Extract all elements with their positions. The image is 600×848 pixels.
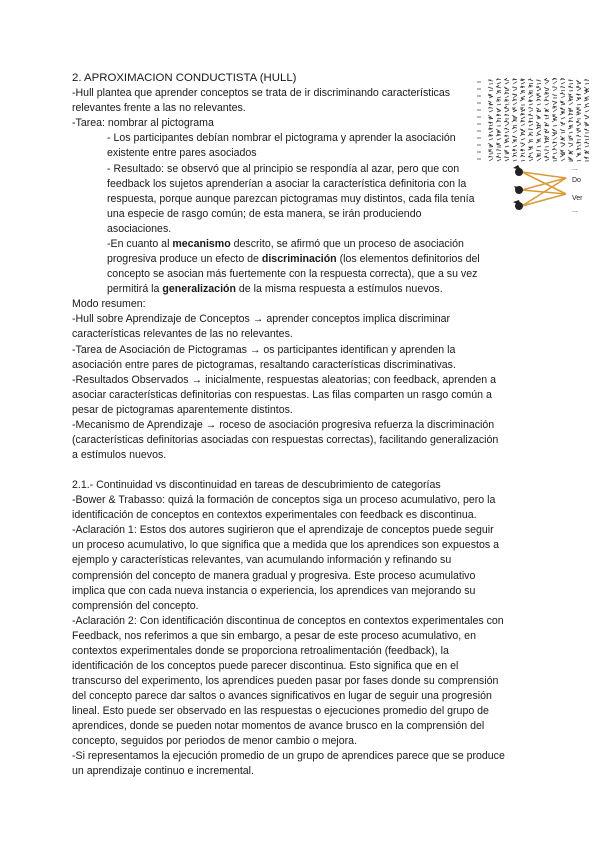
- text-line: comprensión del concepto de manera gradual y progresiva. Este proceso acumulativo: [72, 570, 476, 582]
- pictogram-glyph: [496, 114, 501, 119]
- pictogram-glyph: [528, 147, 533, 154]
- pictogram-glyph: [488, 150, 493, 154]
- pictogram-grid-figure: [476, 78, 594, 164]
- pictogram-glyph: [496, 150, 501, 154]
- pictogram-glyph: [568, 150, 573, 154]
- text-line: transcurso del experimento, los aprendices pueden pasar por fases donde su comprensión: [72, 675, 499, 687]
- pictogram-glyph: [520, 134, 525, 140]
- pictogram-glyph: [544, 99, 549, 105]
- text-line: -Bower & Trabasso: quizá la formación de conceptos siga un proceso acumulativo, pero la: [72, 494, 496, 506]
- pictogram-glyph: [560, 136, 565, 140]
- pictogram-glyph: [504, 99, 509, 105]
- bold-term-discriminacion: discriminación: [261, 253, 337, 265]
- pictogram-glyph: [536, 140, 541, 147]
- pictogram-glyph: [568, 126, 573, 133]
- pictogram-glyph: [528, 92, 533, 98]
- pictogram-glyph: [560, 87, 565, 91]
- text-line: -Tarea de Asociación de Pictogramas → os participantes identifican y aprenden la: [72, 344, 456, 356]
- pictogram-glyph: [536, 80, 541, 84]
- pictogram-glyph: [520, 79, 525, 84]
- pictogram-glyph: [560, 129, 565, 133]
- text-line: comprensión del concepto.: [72, 600, 199, 612]
- pictogram-glyph: [488, 107, 493, 112]
- pictogram-glyph: [568, 157, 573, 161]
- text-line: - Los participantes debían nombrar el pictograma y aprender la asociación: [107, 132, 456, 144]
- pictogram-glyph: [576, 121, 581, 126]
- pictogram-glyph: [528, 141, 533, 147]
- diagram-label: ...: [572, 165, 578, 172]
- pictogram-glyph: [560, 112, 565, 119]
- pictogram-glyph: [504, 114, 509, 119]
- pictogram-glyph: [544, 136, 549, 140]
- pictogram-glyph: [488, 122, 493, 126]
- pictogram-glyph: [552, 157, 557, 161]
- pictogram-glyph: [576, 94, 581, 98]
- pictogram-glyph: [520, 108, 525, 112]
- text-line: concepto se asocian más fuertemente con la respuesta correcta), que a su vez: [107, 268, 478, 280]
- pictogram-glyph: [496, 121, 501, 127]
- pictogram-glyph: [496, 91, 501, 98]
- pictogram-glyph: [520, 120, 525, 126]
- text-line: características relevantes de las no relevantes.: [72, 328, 293, 340]
- diagram-label: Do: [572, 177, 581, 184]
- text-line: - Resultado: se observó que al principio se respondía al azar, pero que con: [107, 163, 460, 175]
- pictogram-glyph: [520, 113, 525, 119]
- pictogram-glyph: [504, 141, 509, 148]
- pictogram-glyph: [576, 135, 581, 140]
- pictogram-glyph: [568, 143, 573, 147]
- pictogram-glyph: [584, 90, 589, 98]
- text-line: asociaciones.: [107, 223, 172, 235]
- pictogram-glyph: [576, 112, 581, 119]
- pictogram-glyph: [544, 78, 549, 84]
- pictogram-glyph: [528, 85, 533, 91]
- text-line: (características definitorias asociadas con respuestas correctas), facilitando generalización: [72, 434, 499, 446]
- text-line: pesar de pictogramas aparentemente distintos.: [72, 404, 293, 416]
- pictogram-glyph: [576, 108, 581, 112]
- pictogram-glyph: [488, 156, 493, 161]
- pictogram-glyph: [536, 99, 541, 105]
- text-line: -Aclaración 1: Estos dos autores sugirieron que el aprendizaje de conceptos puede seguir: [72, 524, 494, 536]
- pictogram-glyph: [504, 93, 509, 99]
- text-line: Feedback, nos referimos a que sin embargo, a pesar de este proceso acumulativo, en: [72, 630, 476, 642]
- pictogram-glyph: [576, 80, 581, 84]
- pictogram-glyph: [552, 78, 557, 84]
- pictogram-glyph: [576, 148, 581, 154]
- pictogram-glyph: [568, 86, 573, 91]
- pictogram-glyph: [488, 80, 493, 84]
- pictogram-glyph: [584, 122, 589, 126]
- pictogram-glyph: [512, 115, 517, 119]
- text-line: identificación de los conceptos puede parecer discontinua. Esto significa que en el: [72, 660, 459, 672]
- diagram-label: Ver: [572, 195, 583, 202]
- pictogram-glyph: [544, 122, 549, 126]
- pictogram-glyph: [528, 108, 533, 112]
- pictogram-glyph: [584, 115, 589, 119]
- pictogram-glyph: [560, 79, 565, 85]
- pictogram-glyph: [584, 136, 589, 140]
- pictogram-glyph: [552, 87, 557, 91]
- pictogram-glyph: [488, 135, 493, 141]
- pictogram-glyph: [560, 101, 565, 105]
- pictogram-glyph: [512, 155, 517, 161]
- text-line: identificación de conceptos en contextos experimentales con feedback es discontinua.: [72, 509, 477, 521]
- pictogram-glyph: [560, 154, 565, 161]
- pictogram-glyph: [520, 98, 525, 105]
- pictogram-glyph: [528, 155, 533, 161]
- pictogram-glyph: [520, 143, 525, 147]
- pictogram-glyph: [536, 150, 541, 154]
- text-line: -Si representamos la ejecución promedio de un grupo de aprendices parece que se produce: [72, 750, 505, 762]
- pictogram-glyph: [536, 127, 541, 133]
- pictogram-glyph: [576, 98, 581, 105]
- pictogram-glyph: [496, 85, 501, 91]
- text-line: Modo resumen:: [72, 298, 146, 310]
- pictogram-glyph: [520, 91, 525, 98]
- pictogram-glyph: [576, 154, 581, 161]
- pictogram-glyph: [568, 80, 573, 84]
- pictogram-glyph: [488, 115, 493, 119]
- pictogram-glyph: [552, 133, 557, 140]
- pictogram-glyph: [584, 106, 589, 112]
- pictogram-glyph: [496, 79, 501, 84]
- pictogram-glyph: [584, 142, 589, 147]
- text-line: feedback los sujetos aprenderían a asociar la característica definitoria con la: [107, 178, 467, 190]
- pictogram-glyph: [512, 136, 517, 140]
- text-line-mechanism: -En cuanto al mecanismo descrito, se afirmó que un proceso de asociación: [107, 238, 464, 250]
- pictogram-glyph: [568, 99, 573, 105]
- pictogram-glyph: [544, 87, 549, 91]
- pictogram-glyph: [560, 93, 565, 98]
- text-line-generalization: permitirá la generalización de la misma respuesta a estímulos nuevos.: [107, 283, 443, 295]
- pictogram-glyph: [568, 114, 573, 119]
- pictogram-glyph: [528, 114, 533, 119]
- pictogram-glyph: [496, 99, 501, 105]
- pictogram-glyph: [512, 120, 517, 126]
- pictogram-glyph: [512, 87, 517, 91]
- pictogram-glyph: [528, 79, 533, 84]
- text-line: una especie de rasgo común; de esta manera, se irán produciendo: [107, 208, 422, 220]
- pictogram-glyph: [568, 136, 573, 140]
- pictogram-glyph: [544, 156, 549, 161]
- pictogram-glyph: [552, 142, 557, 147]
- diagram-label: ...: [572, 207, 578, 214]
- pictogram-glyph: [520, 149, 525, 154]
- pictogram-glyph: [488, 87, 493, 91]
- text-line: -Hull sobre Aprendizaje de Conceptos → aprender conceptos implica discriminar: [72, 313, 451, 325]
- pictogram-glyph: [528, 121, 533, 126]
- pictogram-glyph: [512, 99, 517, 105]
- text-line: contextos experimentales donde se proporciona retroalimentación (feedback), la: [72, 645, 449, 657]
- pictogram-glyph: [560, 122, 565, 126]
- section-title: 2. APROXIMACION CONDUCTISTA (HULL): [72, 72, 297, 84]
- pictogram-glyph: [544, 129, 549, 133]
- pictogram-glyph: [560, 143, 565, 147]
- pictogram-glyph: [528, 129, 533, 133]
- pictogram-glyph: [512, 79, 517, 84]
- pictogram-glyph: [544, 141, 549, 147]
- pictogram-glyph: [576, 86, 581, 91]
- pictogram-glyph: [504, 78, 509, 84]
- pictogram-glyph: [536, 108, 541, 112]
- pictogram-glyph: [536, 122, 541, 126]
- text-line: relevantes frente a las no relevantes.: [72, 102, 246, 114]
- pictogram-glyph: [488, 128, 493, 133]
- pictogram-glyph: [544, 150, 549, 154]
- pictogram-glyph: [520, 129, 525, 133]
- pictogram-glyph: [552, 119, 557, 126]
- subsection-title: 2.1.- Continuidad vs discontinuidad en tareas de descubrimiento de categorías: [72, 479, 441, 491]
- pictogram-glyph: [536, 115, 541, 119]
- pictogram-glyph: [584, 129, 589, 133]
- pictogram-glyph: [568, 108, 573, 112]
- pictogram-glyph: [496, 143, 501, 147]
- pictogram-glyph: [536, 134, 541, 140]
- pictogram-glyph: [552, 148, 557, 154]
- pictogram-glyph: [576, 128, 581, 133]
- text-line-discrimination: progresiva produce un efecto de discriminación (los elementos definitorios del: [107, 253, 480, 265]
- text-line: ejemplo y características relevantes, van acumulando información y refinando su: [72, 554, 452, 566]
- pictogram-glyph: [568, 121, 573, 127]
- association-diagram-figure: [510, 162, 592, 218]
- pictogram-glyph: [520, 86, 525, 91]
- text-line: asociar características definitorias con respuestas. Las filas comparten un rasgo común a: [72, 389, 492, 401]
- pictogram-glyph: [576, 142, 581, 147]
- text-line: a estímulos nuevos.: [72, 449, 167, 461]
- pictogram-glyph: [496, 134, 501, 140]
- text-line: -Aclaración 2: Con identificación discontinua de conceptos en contextos experimentales con: [72, 615, 504, 627]
- text-line: un aprendizaje continuo e incremental.: [72, 765, 254, 777]
- text-line: implica que con cada nueva instancia o experiencia, los aprendices van mejorando su: [72, 585, 476, 597]
- text-line: lineal. Esto puede ser observado en las respuestas o ejecuciones promedio del grupo de: [72, 705, 489, 717]
- pictogram-glyph: [584, 98, 589, 105]
- pictogram-glyph: [568, 94, 573, 98]
- text-line: concepto, seguidos por periodos de menor cambio o mejora.: [72, 735, 358, 747]
- pictogram-glyph: [496, 129, 501, 133]
- text-line: -Resultados Observados → inicialmente, respuestas aleatorias; con feedback, aprenden a: [72, 374, 496, 386]
- pictogram-glyph: [584, 157, 589, 161]
- pictogram-glyph: [488, 94, 493, 98]
- text-line: del concepto parece dar saltos o avances significativos en lugar de seguir una progresión: [72, 690, 492, 702]
- pictogram-glyph: [504, 121, 509, 127]
- pictogram-glyph: [584, 150, 589, 154]
- text-line: asociación entre pares de pictogramas, resaltando características discriminativas.: [72, 359, 456, 371]
- pictogram-glyph: [512, 94, 517, 98]
- pictogram-glyph: [488, 101, 493, 105]
- text-line: un proceso acumulativo, lo que significa que a medida que los aprendices son expuestos a: [72, 539, 499, 551]
- pictogram-glyph: [544, 108, 549, 112]
- pictogram-glyph: [504, 157, 509, 161]
- pictogram-glyph: [544, 115, 549, 119]
- pictogram-glyph: [520, 155, 525, 161]
- pictogram-glyph: [512, 127, 517, 133]
- bold-term-generalizacion: generalización: [162, 283, 236, 295]
- pictogram-glyph: [504, 87, 509, 91]
- pictogram-glyph: [552, 106, 557, 112]
- text-line: aprendices, donde se pueden notar momentos de avance brusco en la comprensión del: [72, 720, 485, 732]
- pictogram-glyph: [504, 107, 509, 113]
- text-line: existente entre pares asociados: [107, 147, 257, 159]
- text-line: -Tarea: nombrar al pictograma: [72, 117, 214, 129]
- pictogram-glyph: [528, 100, 533, 105]
- pictogram-glyph: [560, 108, 565, 112]
- pictogram-glyph: [488, 143, 493, 147]
- pictogram-glyph: [512, 108, 517, 112]
- pictogram-glyph: [496, 156, 501, 161]
- pictogram-glyph: [512, 140, 517, 147]
- pictogram-glyph: [504, 150, 509, 154]
- text-line: -Mecanismo de Aprendizaje → roceso de asociación progresiva refuerza la discriminación: [72, 419, 495, 431]
- pictogram-glyph: [536, 155, 541, 161]
- pictogram-glyph: [552, 101, 557, 105]
- text-line: -Hull plantea que aprender conceptos se trata de ir discriminando características: [72, 87, 451, 99]
- pictogram-glyph: [504, 135, 509, 140]
- pictogram-glyph: [512, 149, 517, 154]
- pictogram-glyph: [504, 128, 509, 133]
- bold-term-mecanismo: mecanismo: [172, 238, 231, 250]
- pictogram-glyph: [536, 87, 541, 91]
- pictogram-glyph: [584, 80, 589, 85]
- pictogram-glyph: [536, 94, 541, 98]
- text-line: respuesta, porque aunque parezcan pictogramas muy distintos, cada fila tenía: [107, 193, 475, 205]
- pictogram-glyph: [528, 134, 533, 140]
- pictogram-glyph: [552, 94, 557, 98]
- pictogram-glyph: [496, 108, 501, 112]
- pictogram-glyph: [552, 115, 557, 119]
- pictogram-glyph: [544, 92, 549, 98]
